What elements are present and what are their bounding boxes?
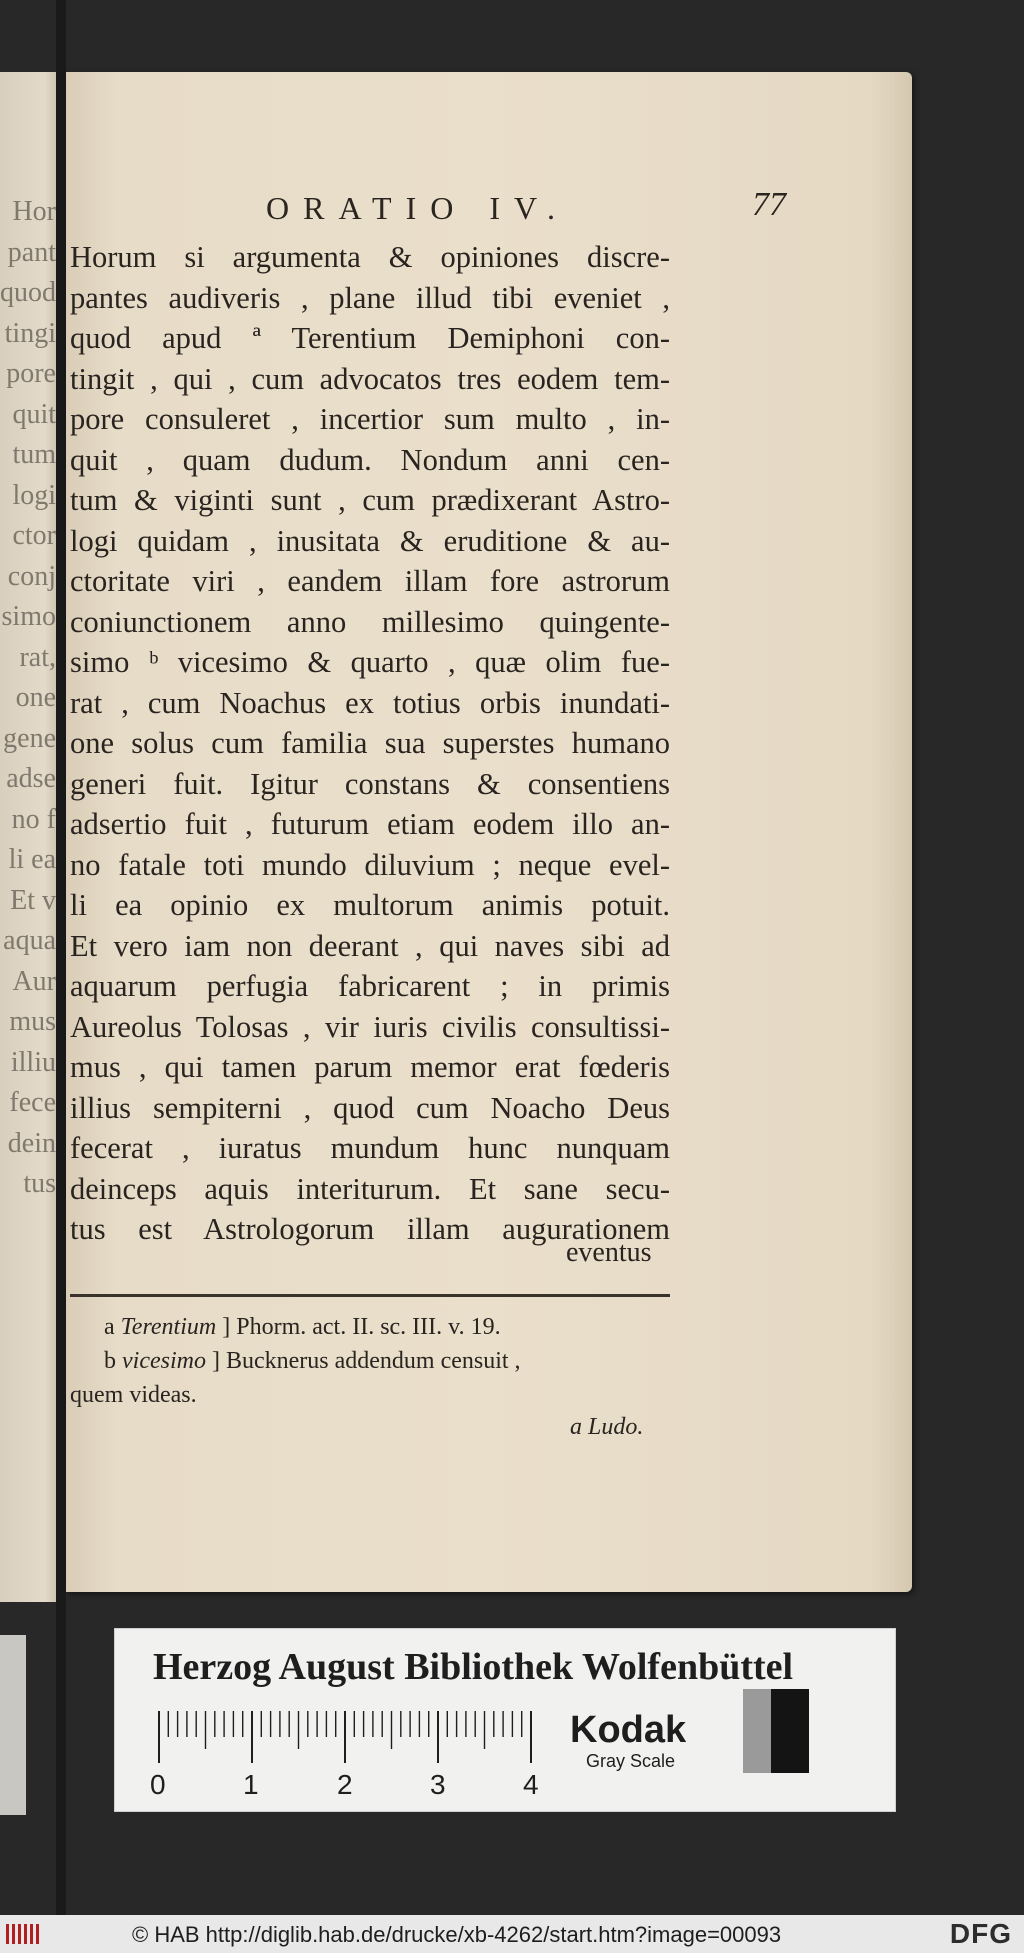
text-line: ctoritate viri , eandem illam fore astrorum [70,564,670,598]
adjacent-page-fragment: tum [12,439,56,470]
text-line: generi fuit. Igitur constans & consentiens [70,766,670,801]
gray-patch-dark [771,1689,809,1773]
text-line: tus est Astrologorum illam augurationem [70,1212,670,1246]
footnote-catchword: a Ludo. [570,1414,644,1440]
text-line: quod apud ª Terentium Demiphoni con- [70,321,670,355]
measurement-ruler [155,1711,555,1763]
book-spine [56,0,66,1915]
adjacent-page-fragment: dein [7,1127,56,1159]
adjacent-page-fragment: pant [7,236,56,268]
text-line: rat , cum Noachus ex totius orbis inundati- [70,685,670,720]
adjacent-page-fragment: tingi [4,317,56,349]
adjacent-page-fragment: aqua [3,925,56,956]
gray-scale-label: Gray Scale [586,1751,676,1771]
adjacent-page-fragment: logi [12,479,56,511]
adjacent-page-edge [0,72,64,1602]
footnote-b [70,1344,670,1378]
footnote-term: vicesimo [122,1348,206,1374]
adjacent-page-fragment: mus [9,1006,56,1037]
text-line: logi quidam , inusitata & eruditione & au- [70,523,670,558]
ruler-number: 3 [430,1769,446,1800]
page-number: 77 [752,186,786,223]
text-line: mus , qui tamen parum memor erat fœderis [70,1050,670,1084]
text-line: tum & viginti sunt , cum prædixerant Astro- [70,483,670,517]
footnote-term: Terentium [120,1314,217,1340]
adjacent-page-fragment: no f [11,803,56,835]
page-header [266,186,786,234]
adjacent-page-fragment: Hor [12,196,56,227]
text-line: Horum si argumenta & opiniones discre- [70,240,670,274]
adjacent-page-fragment: Aur [12,965,56,997]
ruler-number: 2 [337,1769,353,1800]
text-line: fecerat , iuratus mundum hunc nunquam [70,1131,670,1165]
footnote-mark: a [104,1314,115,1340]
adjacent-page-fragment: one [15,682,56,713]
footnote-mark: b [104,1348,116,1374]
running-title: ORATIO IV. [266,190,569,226]
text-line: pantes audiveris , plane illud tibi eveniet , [70,280,670,315]
kodak-brand: Kodak [570,1709,687,1751]
book-page [66,72,912,1592]
adjacent-page-fragment: li ea [8,844,56,875]
text-line: one solus cum familia sua superstes humano [70,726,670,760]
text-line: tingit , qui , cum advocatos tres eodem tem- [70,361,670,396]
adjacent-page-fragment: fece [9,1087,56,1118]
text-line: Aureolus Tolosas , vir iuris civilis consultissi- [70,1009,670,1044]
text-line: quit , quam dudum. Nondum anni cen- [70,442,670,477]
footnotes [70,1310,670,1412]
text-line: pore consuleret , incertior sum multo , in- [70,402,670,436]
gray-scale-patch [743,1689,809,1773]
ruler-number: 0 [150,1769,166,1800]
text-line: Et vero iam non deerant , qui naves sibi ad [70,928,670,963]
adjacent-page-fragment: illiu [10,1046,56,1078]
library-label [114,1628,896,1812]
footnote-text: ] Phorm. act. II. sc. III. v. 19. [222,1314,501,1340]
text-line: aquarum perfugia fabricarent ; in primis [70,969,670,1003]
text-line: adsertio fuit , futurum etiam eodem illo an- [70,807,670,841]
adjacent-page-fragment: pore [6,358,56,389]
footnote-a [70,1310,670,1344]
adjacent-page-fragment: ctor [12,520,56,551]
gray-patch-light [743,1689,771,1773]
text-line: no fatale toti mundo diluvium ; neque evel- [70,847,670,882]
body-text [70,237,670,1250]
ruler-number: 4 [523,1769,539,1800]
adjacent-page-fragment: quit [12,398,56,430]
text-line: deinceps aquis interiturum. Et sane secu- [70,1171,670,1206]
adjacent-page-fragment: simo [1,601,56,632]
text-line: coniunctionem anno millesimo quingente- [70,604,670,639]
adjacent-page-fragment: conj [7,560,56,592]
catchword: eventus [566,1237,652,1268]
text-line: simo ᵇ vicesimo & quarto , quæ olim fue- [70,645,670,679]
adjacent-page-fragment: quod [0,277,56,308]
adjacent-page-fragment: rat, [19,641,56,673]
footer-bar [0,1915,1024,1953]
footnote-rule [70,1294,670,1297]
footnote-text: ] Bucknerus addendum censuit , [211,1348,521,1374]
dfg-logo: DFG [949,1918,1012,1949]
text-line: illius sempiterni , quod cum Noacho Deus [70,1090,670,1125]
library-name: Herzog August Bibliothek Wolfenbüttel [153,1646,794,1688]
adjacent-page-fragment: gene [3,722,56,754]
source-url[interactable]: © HAB http://diglib.hab.de/drucke/xb-4262/start.htm?image=00093 [132,1922,782,1947]
hab-logo-icon [4,1921,48,1947]
left-scan-strip [0,1635,26,1815]
ruler-number: 1 [243,1769,259,1800]
footnote-b-continuation: quem videas. [70,1382,197,1408]
text-line: li ea opinio ex multorum animis potuit. [70,888,670,922]
adjacent-page-fragment: Et v [10,884,56,916]
adjacent-page-fragment: adse [6,763,56,794]
adjacent-page-fragment: tus [23,1168,56,1199]
